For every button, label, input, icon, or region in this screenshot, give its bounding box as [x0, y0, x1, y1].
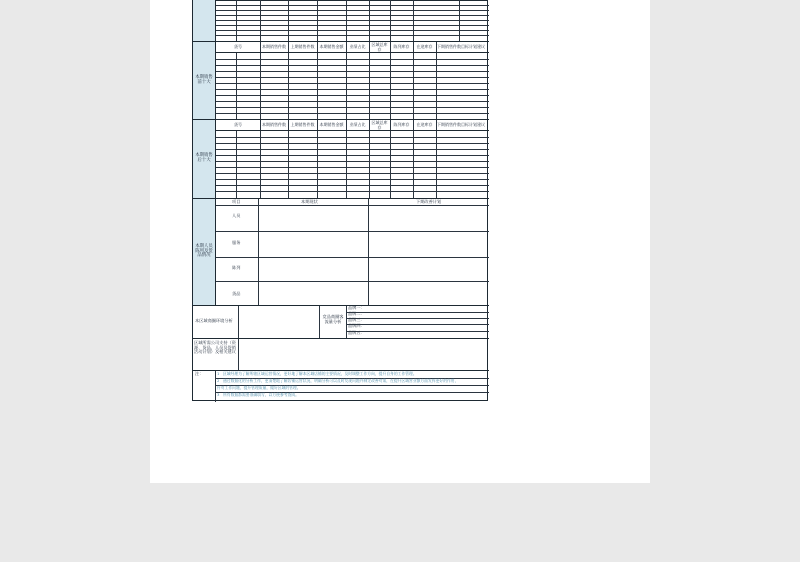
header-next-plan: 下期销售件数目标计划建议 — [437, 122, 485, 128]
note-text: 针对工作问题，提升管理质量，做好区域的管理。 — [217, 385, 301, 390]
support-label: 区域所需公司支持（资源、货品、人员及促销活动计划）及相关建议 — [194, 340, 236, 355]
top10-sales-table — [193, 41, 489, 119]
personnel-category: 本期人员陈列及货品情况 — [193, 199, 216, 305]
top-grid — [216, 0, 489, 41]
col-plan-header: 下期改善计划 — [416, 199, 442, 204]
header-display-stock: 陈列库存 — [393, 122, 410, 128]
header-share: 业绩占比 — [349, 44, 366, 50]
personnel-grid — [216, 199, 489, 306]
brand-2: 品牌二： — [348, 311, 365, 316]
header-transit-stock: 在途库存 — [416, 44, 433, 50]
header-previous-qty: 上期销售件数 — [290, 44, 315, 50]
header-display-stock: 陈列库存 — [393, 44, 410, 50]
analysis-table — [193, 305, 489, 338]
row-staff: 人员 — [232, 213, 241, 218]
regional-report-sheet — [192, 0, 488, 401]
competitor-analysis-label: 竞品商圈客流量分析 — [322, 314, 344, 324]
header-previous-qty: 上期销售件数 — [290, 122, 315, 128]
note-line — [193, 385, 489, 392]
note-line — [193, 378, 489, 385]
row-service: 服务 — [232, 240, 241, 245]
row-display: 陈列 — [232, 265, 241, 270]
top10-category: 本期销售前十大 — [193, 42, 216, 119]
header-current-amount: 本期销售金额 — [319, 44, 344, 50]
note-number: 1 — [217, 371, 220, 376]
notes-prefix: 注： — [195, 371, 204, 376]
business-environment-label: 本区域商圈环境分析 — [195, 318, 233, 323]
top10-header-row — [216, 42, 489, 53]
brand-1: 品牌一： — [348, 305, 365, 310]
header-next-plan: 下期销售件数目标计划建议 — [437, 44, 485, 50]
header-item-no: 货号 — [234, 44, 242, 50]
bottom10-sales-table — [193, 119, 489, 198]
header-transit-stock: 在途库存 — [416, 122, 433, 128]
top-truncated-table — [193, 0, 489, 41]
bottom10-header-row — [216, 120, 489, 131]
note-text: 通过数据化的分析工作，更清楚地了解店铺运营状况，明确分析可以及时发现问题并制定改善对策，在提升区域营业额方面发挥更好的作用， — [223, 378, 459, 383]
note-text: 所有数据都需要准确填写，以方便参考查阅。 — [223, 392, 299, 397]
header-current-qty: 本期销售件数 — [262, 122, 286, 128]
top-category-cell — [193, 0, 216, 41]
header-region-stock: 区域总库存 — [371, 42, 388, 52]
header-region-stock: 区域总库存 — [371, 120, 388, 130]
note-line — [193, 392, 489, 399]
brand-4: 品牌四： — [348, 323, 365, 328]
header-share: 业绩占比 — [349, 122, 366, 128]
note-line — [193, 371, 489, 378]
bottom10-category: 本期销售后十大 — [193, 120, 216, 198]
header-current-amount: 本期销售金额 — [319, 122, 344, 128]
header-item-no: 货号 — [234, 122, 242, 128]
row-goods: 货品 — [232, 291, 241, 296]
header-current-qty: 本期销售件数 — [262, 44, 286, 50]
brand-5: 品牌五： — [348, 330, 365, 335]
col-item-header: 项目 — [232, 199, 241, 204]
col-current-header: 本期现状 — [301, 199, 318, 204]
personnel-table — [193, 198, 489, 305]
support-table — [193, 338, 489, 370]
note-number: 3 — [217, 392, 220, 397]
top10-grid — [216, 53, 489, 120]
brand-3: 品牌三： — [348, 317, 365, 322]
notes-section — [193, 370, 489, 402]
note-text: 区域经理为了解所辖区域运营情况，更好地了解本区域店铺的主要情况，及时调整工作方向，提升自身的工作管理。 — [223, 371, 417, 376]
note-number: 2 — [217, 378, 220, 383]
bottom10-grid — [216, 131, 489, 199]
